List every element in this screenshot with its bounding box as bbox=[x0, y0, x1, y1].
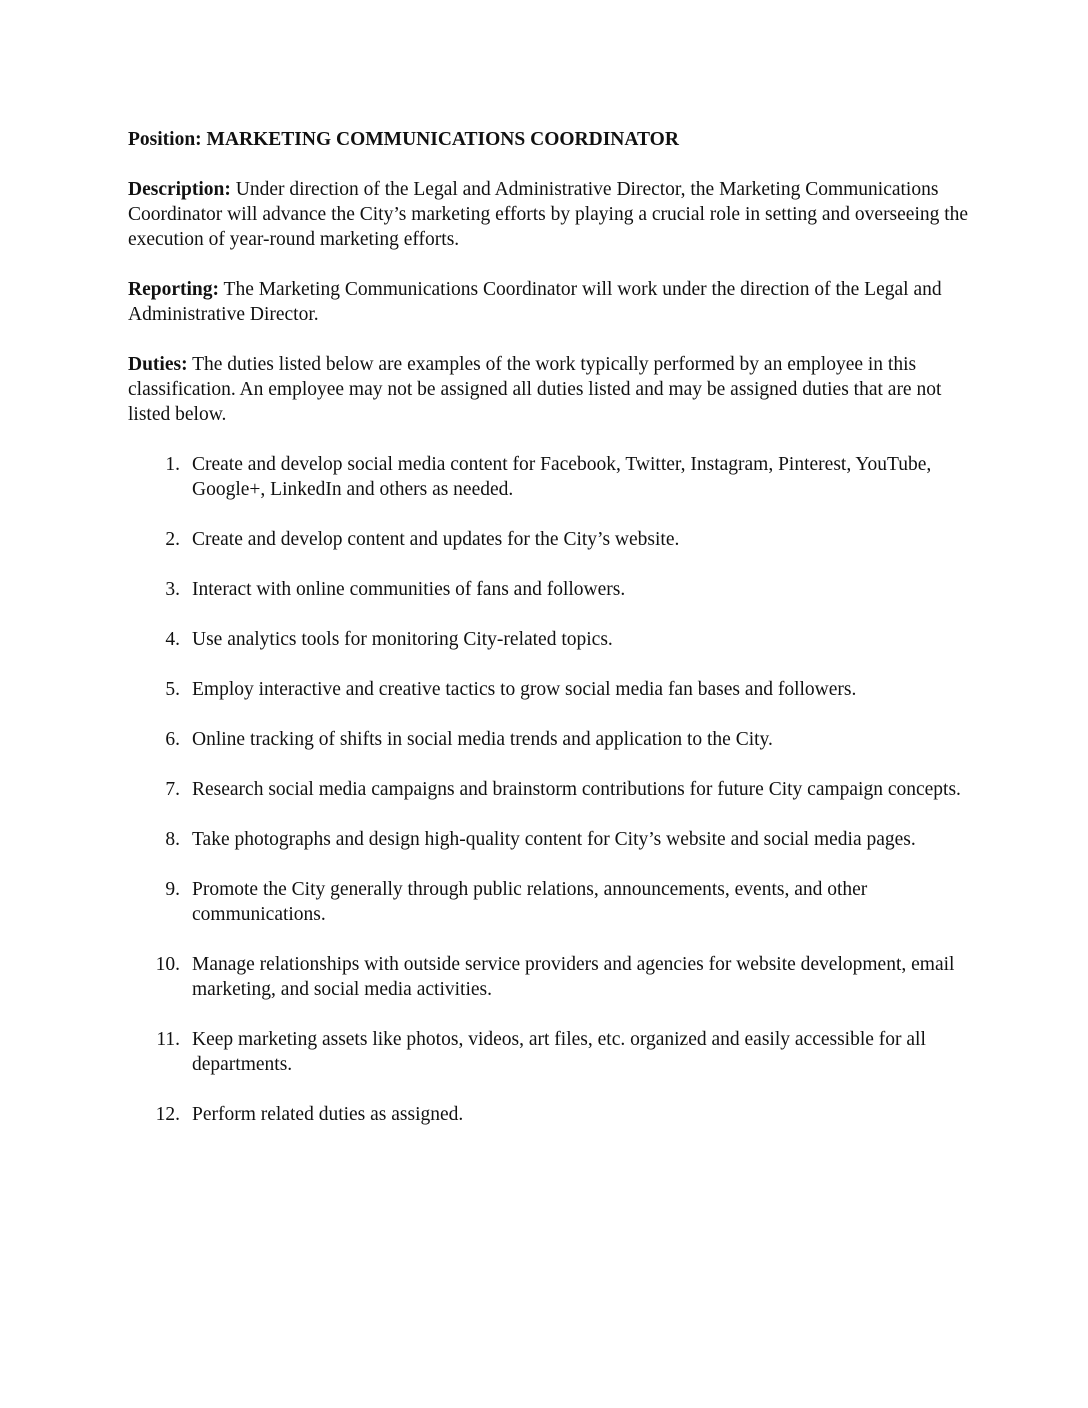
duty-item bbox=[128, 727, 973, 752]
duty-number: 6. bbox=[165, 729, 180, 750]
duty-number: 1. bbox=[165, 454, 180, 475]
duties-list bbox=[128, 452, 973, 1127]
duty-text: Research social media campaigns and brainstorm contributions for future City campaign concepts. bbox=[192, 779, 961, 800]
duty-text: Employ interactive and creative tactics to grow social media fan bases and followers. bbox=[192, 679, 857, 700]
duty-text: Manage relationships with outside service providers and agencies for website development, email marketing, and social media activities. bbox=[192, 954, 955, 1000]
duty-item bbox=[128, 452, 973, 502]
description-text: Under direction of the Legal and Administrative Director, the Marketing Communications Coordinator will advance the City’s marketing efforts by playing a crucial role in setting and overseeing the execution of year-round marketing efforts. bbox=[128, 179, 969, 250]
duty-text: Keep marketing assets like photos, videos, art files, etc. organized and easily accessible for all departments. bbox=[192, 1029, 926, 1075]
duty-text: Use analytics tools for monitoring City-related topics. bbox=[192, 629, 613, 650]
description-label: Description: bbox=[128, 179, 231, 200]
duty-item bbox=[128, 1102, 973, 1127]
duty-number: 2. bbox=[165, 529, 180, 550]
duty-text: Take photographs and design high-quality content for City’s website and social media pages. bbox=[192, 829, 916, 850]
position-paragraph bbox=[128, 127, 973, 152]
duties-paragraph bbox=[128, 352, 973, 427]
duty-number: 7. bbox=[165, 779, 180, 800]
position-label: Position: bbox=[128, 129, 202, 150]
reporting-text: The Marketing Communications Coordinator will work under the direction of the Legal and Administrative Director. bbox=[128, 279, 942, 325]
duty-text: Create and develop content and updates for the City’s website. bbox=[192, 529, 680, 550]
duty-item bbox=[128, 952, 973, 1002]
duty-number: 5. bbox=[165, 679, 180, 700]
document-page bbox=[128, 127, 973, 1152]
duty-number: 8. bbox=[165, 829, 180, 850]
duty-number: 12. bbox=[155, 1104, 180, 1125]
duty-text: Online tracking of shifts in social media trends and application to the City. bbox=[192, 729, 773, 750]
duties-intro-text: The duties listed below are examples of the work typically performed by an employee in this classification. An employee may not be assigned all duties listed and may be assigned duties that are not listed below. bbox=[128, 354, 942, 425]
duty-number: 3. bbox=[165, 579, 180, 600]
description-paragraph bbox=[128, 177, 973, 252]
duty-item bbox=[128, 527, 973, 552]
duty-text: Create and develop social media content for Facebook, Twitter, Instagram, Pinterest, YouTube, Google+, LinkedIn and others as needed. bbox=[192, 454, 932, 500]
duty-item bbox=[128, 577, 973, 602]
reporting-label: Reporting: bbox=[128, 279, 219, 300]
duty-item bbox=[128, 877, 973, 927]
duty-text: Interact with online communities of fans and followers. bbox=[192, 579, 626, 600]
duty-item bbox=[128, 677, 973, 702]
duty-item bbox=[128, 627, 973, 652]
position-title: MARKETING COMMUNICATIONS COORDINATOR bbox=[206, 129, 679, 150]
duty-number: 9. bbox=[165, 879, 180, 900]
duty-number: 11. bbox=[156, 1029, 180, 1050]
reporting-paragraph bbox=[128, 277, 973, 327]
duty-item bbox=[128, 1027, 973, 1077]
duty-number: 10. bbox=[155, 954, 180, 975]
duty-text: Perform related duties as assigned. bbox=[192, 1104, 464, 1125]
duties-label: Duties: bbox=[128, 354, 188, 375]
duty-number: 4. bbox=[165, 629, 180, 650]
duty-item bbox=[128, 827, 973, 852]
duty-item bbox=[128, 777, 973, 802]
duty-text: Promote the City generally through public relations, announcements, events, and other communications. bbox=[192, 879, 868, 925]
